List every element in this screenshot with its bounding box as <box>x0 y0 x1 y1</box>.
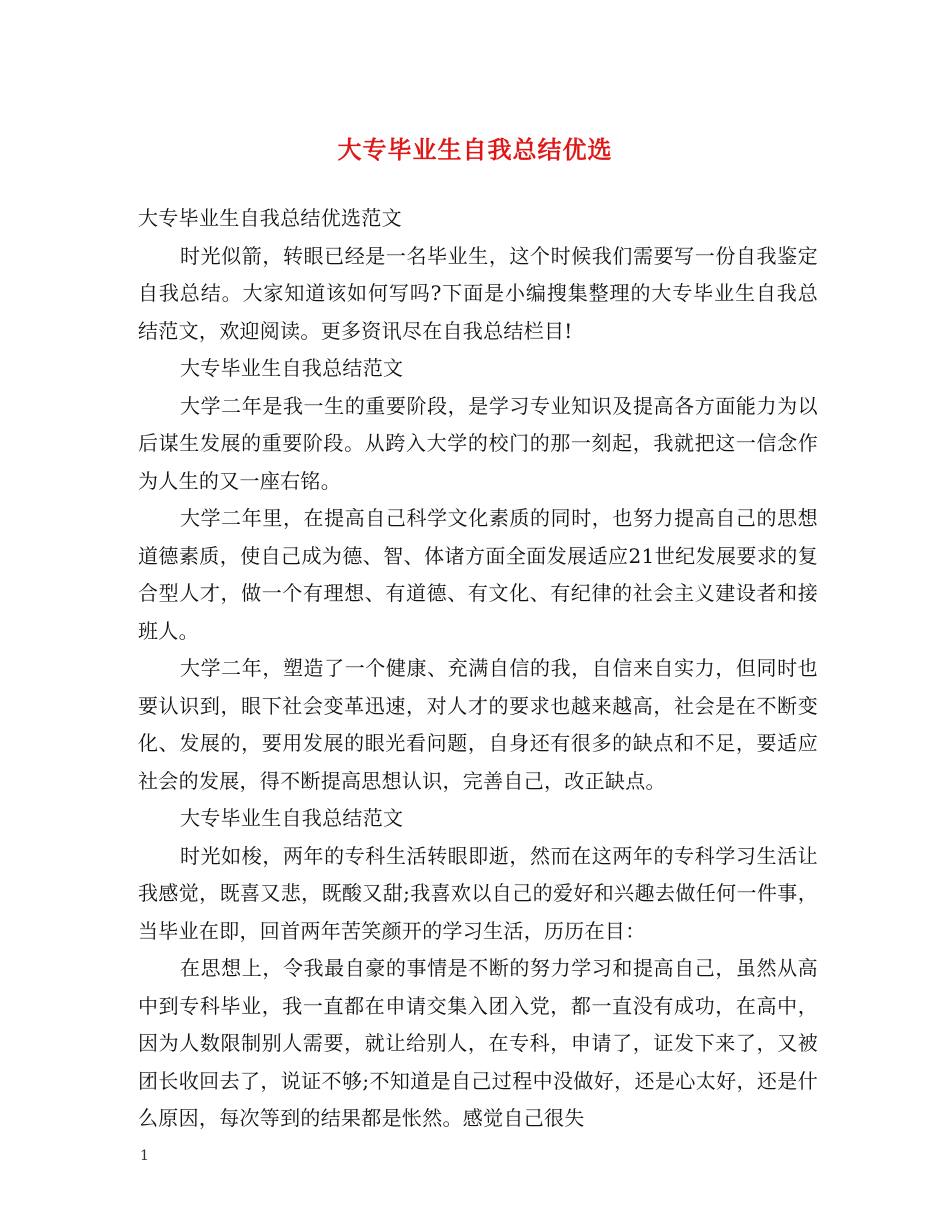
document-title: 大专毕业生自我总结优选 <box>337 136 613 164</box>
body-paragraph-heading: 大专毕业生自我总结优选范文 <box>138 206 402 230</box>
body-paragraph: 大学二年里，在提高自己科学文化素质的同时，也努力提高自己的思想道德素质，使自己成为德、智、体诸方面全面发展适应21世纪发展要求的复合型人才，做一个有理想、有道德、有文化、有纪律的社会主义建设者和接班人。 <box>138 506 818 643</box>
page-number: 1 <box>140 1148 149 1164</box>
document-body <box>138 200 818 1138</box>
section-heading: 大专毕业生自我总结范文 <box>180 806 404 830</box>
section-heading: 大专毕业生自我总结范文 <box>180 356 404 380</box>
body-paragraph: 大学二年是我一生的重要阶段，是学习专业知识及提高各方面能力为以后谋生发展的重要阶段。从跨入大学的校门的那一刻起，我就把这一信念作为人生的又一座右铭。 <box>138 393 818 493</box>
body-paragraph: 时光似箭，转眼已经是一名毕业生，这个时候我们需要写一份自我鉴定自我总结。大家知道该如何写吗?下面是小编搜集整理的大专毕业生自我总结范文，欢迎阅读。更多资讯尽在自我总结栏目! <box>138 243 818 343</box>
body-paragraph: 时光如梭，两年的专科生活转眼即逝，然而在这两年的专科学习生活让我感觉，既喜又悲，既酸又甜;我喜欢以自己的爱好和兴趣去做任何一件事，当毕业在即，回首两年苦笑颜开的学习生活，历历在目： <box>138 843 818 943</box>
body-paragraph: 在思想上，令我最自豪的事情是不断的努力学习和提高自己，虽然从高中到专科毕业，我一直都在申请交集入团入党，都一直没有成功，在高中，因为人数限制别人需要，就让给别人，在专科，申请了，证发下来了，又被团长收回去了，说证不够;不知道是自己过程中没做好，还是心太好，还是什么原因，每次等到的结果都是怅然。感觉自己很失 <box>138 956 818 1130</box>
body-paragraph: 大学二年，塑造了一个健康、充满自信的我，自信来自实力，但同时也要认识到，眼下社会变革迅速，对人才的要求也越来越高，社会是在不断变化、发展的，要用发展的眼光看问题，自身还有很多的缺点和不足，要适应社会的发展，得不断提高思想认识，完善自己，改正缺点。 <box>138 656 818 793</box>
